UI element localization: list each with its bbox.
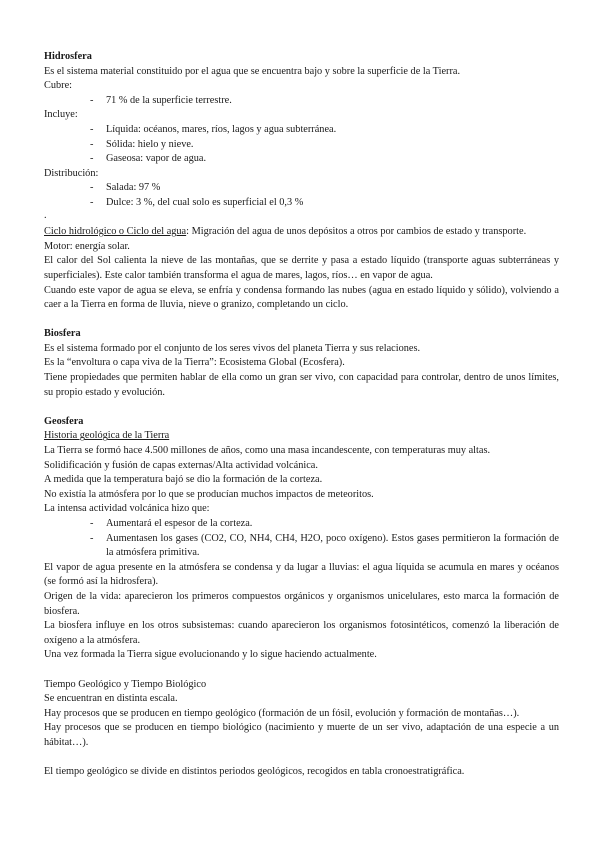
- list-item: - Dulce: 3 %, del cual solo es superficial el 0,3 %: [90, 196, 304, 208]
- list-item: - 71 % de la superficie terrestre.: [90, 94, 232, 106]
- paragraph: Cuando este vapor de agua se eleva, se enfría y condensa formando las nubes (agua en estado líquido y sólido), volviendo a caer a la Tierra en forma de lluvia, nieve o granizo, completando un ciclo.: [44, 284, 559, 311]
- stray-dot: .: [44, 209, 47, 221]
- label-incluye: Incluye:: [44, 109, 78, 121]
- paragraph: No existía la atmósfera por lo que se producían muchos impactos de meteoritos.: [44, 488, 374, 500]
- paragraph: Se encuentran en distinta escala.: [44, 693, 178, 705]
- list-item: - Sólida: hielo y nieve.: [90, 138, 194, 150]
- list-item: - Aumentasen los gases (CO2, CO, NH4, CH4, H2O, poco oxígeno). Estos gases permitieron la formación de la atmósfera primitiva.: [90, 532, 559, 559]
- document-page: [44, 50, 559, 780]
- list-item: - Líquida: océanos, mares, ríos, lagos y agua subterránea.: [90, 123, 337, 135]
- paragraph: A medida que la temperatura bajó se dio la formación de la corteza.: [44, 474, 323, 486]
- list-item: - Gaseosa: vapor de agua.: [90, 153, 207, 165]
- label-distribucion: Distribución:: [44, 167, 99, 179]
- paragraph: La biosfera influye en los otros subsistemas: cuando aparecieron los organismos fotosintéticos, comenzó la liberación de oxígeno a la atmósfera.: [44, 620, 559, 646]
- paragraph: Hay procesos que se producen en tiempo geológico (formación de un fósil, evolución y formación de montañas…).: [44, 707, 520, 719]
- paragraph: El tiempo geológico se divide en distintos periodos geológicos, recogidos en tabla cronoestratigráfica.: [44, 766, 465, 778]
- paragraph: El vapor de agua presente en la atmósfera se condensa y da lugar a lluvias: el agua líquida se acumula en mares y océanos (se formó así la hidrosfera).: [44, 561, 559, 588]
- list-item: - Aumentará el espesor de la corteza.: [90, 518, 253, 529]
- paragraph: Es el sistema material constituido por el agua que se encuentra bajo y sobre la superficie de la Tierra.: [44, 65, 461, 77]
- paragraph: La Tierra se formó hace 4.500 millones de años, como una masa incandescente, con temperaturas muy altas.: [44, 445, 491, 457]
- paragraph: Una vez formada la Tierra sigue evolucionando y lo sigue haciendo actualmente.: [44, 649, 377, 661]
- paragraph: Hay procesos que se producen en tiempo biológico (nacimiento y muerte de un ser vivo, adaptación de una especie a un hábitat…).: [44, 722, 559, 748]
- section-title-tiempo: Tiempo Geológico y Tiempo Biológico: [44, 678, 207, 690]
- label-cubre: Cubre:: [44, 80, 73, 92]
- paragraph: La intensa actividad volcánica hizo que:: [44, 503, 210, 515]
- subsection-title-historia: Historia geológica de la Tierra: [44, 430, 170, 442]
- section-title-hidrosfera: Hidrosfera: [44, 51, 92, 62]
- section-title-geosfera: Geosfera: [44, 415, 84, 427]
- paragraph: Tiene propiedades que permiten hablar de ella como un gran ser vivo, con capacidad para controlar, dentro de unos límites, su propio estado y evolución.: [44, 372, 559, 398]
- paragraph-ciclo: Ciclo hidrológico o Ciclo del agua: Migración del agua de unos depósitos a otros por cambios de estado y transporte.: [44, 226, 527, 238]
- paragraph: Es la “envoltura o capa viva de la Tierra”: Ecosistema Global (Ecosfera).: [44, 357, 345, 369]
- paragraph: Origen de la vida: aparecieron los primeros compuestos orgánicos y organismos unicelulares, esto marca la formación de biosfera.: [44, 590, 559, 617]
- ciclo-title: Ciclo hidrológico o Ciclo del agua: [44, 226, 187, 238]
- paragraph: El calor del Sol calienta la nieve de las montañas, que se derrite y pasa a estado líquido (transporte aguas subterráneas y superficiales). Este calor también transforma el agua de mares, lagos, ríos… en vapor de agua.: [44, 255, 559, 281]
- section-title-biosfera: Biosfera: [44, 328, 81, 340]
- paragraph: Motor: energía solar.: [44, 240, 130, 252]
- list-item: - Salada: 97 %: [90, 182, 161, 194]
- paragraph: Solidificación y fusión de capas externas/Alta actividad volcánica.: [44, 459, 318, 471]
- paragraph: Es el sistema formado por el conjunto de los seres vivos del planeta Tierra y sus relaciones.: [44, 342, 421, 354]
